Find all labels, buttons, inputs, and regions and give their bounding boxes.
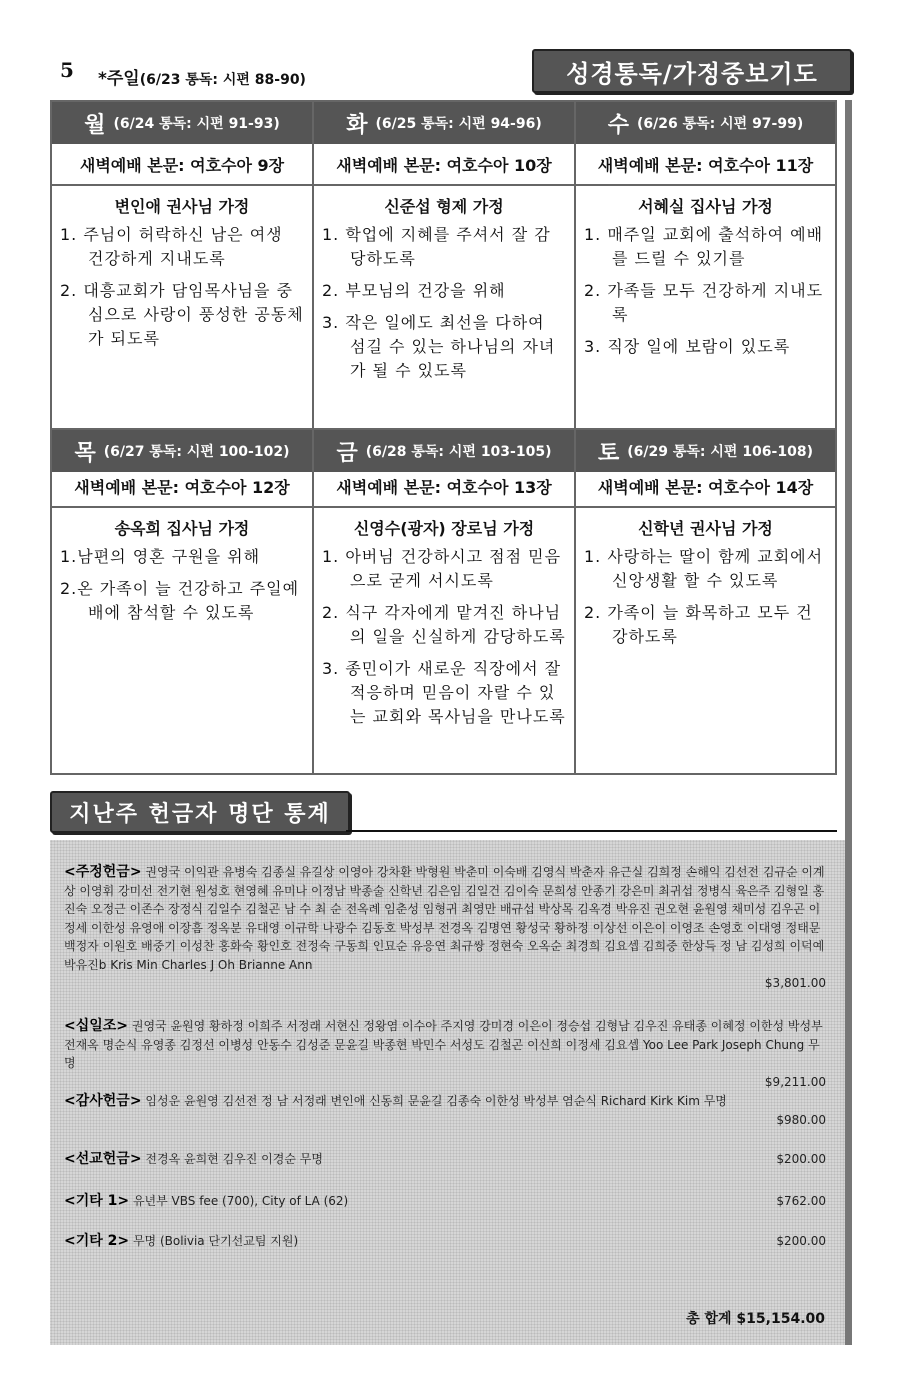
prayer-item: 1. 주님이 허락하신 남은 여생 건강하게 지내도록 xyxy=(60,225,283,268)
prayer-item: 1.남편의 영혼 구원을 위해 xyxy=(60,547,261,566)
dawn-verse: 새벽예배 본문: 여호수아 11장 xyxy=(597,155,814,175)
day-name: 토 xyxy=(598,440,620,466)
prayer-cell xyxy=(52,188,312,359)
prayer-cell xyxy=(52,510,312,633)
offering-section-title: 지난주 헌금자 명단 통계 xyxy=(50,791,350,833)
offering-thanks xyxy=(64,1092,826,1129)
offering-amount: $200.00 xyxy=(776,1234,826,1248)
offering-names: 권영국 이익관 유병숙 김종실 유길상 이영아 강차환 박형원 박춘미 이숙배 김영식 박춘자 유근실 김희정 손해익 김선전 김규순 이계상 이영휘 강미선 전기현 원성호 현영혜 유미나 이정남 박종술 신학년 김은임 김일건 김이숙 문희성 안종기 강은미 최귀섭 정병식 육은주 김형일 홍진숙 오정근 이존수 장정식 김일수 김철곤 남 수 최 순 전옥례 임춘성 임형귀 최영만 배규섭 박상목 김옥경 박유진 권오현 윤원영 채미성 김우곤 이정세 이한성 유영애 이장흠 정옥분 유대영 이규학 나광수 김동호 박성부 전경옥 김명연 황성국 황하정 이상선 이은이 이영조 손영호 이대영 정태문 백정자 이원호 배중기 이성찬 홍화숙 황인호 전정숙 구동희 인묘순 유응연 최규쌍 정현숙 오옥순 최경희 김요셉 김희중 한상득 정 남 김성희 이덕예 박유진b Kris Min Charles J Oh Brianne Ann xyxy=(64,865,825,972)
family-name: 송옥희 집사님 가정 xyxy=(114,519,250,538)
day-name: 목 xyxy=(74,440,96,466)
offering-other-2 xyxy=(64,1232,826,1251)
offering-names: 유년부 VBS fee (700), City of LA (62) xyxy=(132,1194,349,1208)
prayer-item: 2.온 가족이 늘 건강하고 주일예배에 참석할 수 있도록 xyxy=(60,579,300,622)
family-name: 변인애 권사님 가정 xyxy=(114,197,250,216)
offering-names: 무명 (Bolivia 단기선교팀 지원) xyxy=(132,1234,299,1248)
offering-mission xyxy=(64,1150,826,1169)
day-reading: (6/24 통독: 시편 91-93) xyxy=(113,116,280,132)
prayer-item: 1. 아버님 건강하시고 점점 믿음으로 굳게 서시도록 xyxy=(322,547,562,590)
offering-amount: $200.00 xyxy=(776,1152,826,1166)
offering-amount: $762.00 xyxy=(776,1194,826,1208)
prayer-cell xyxy=(314,510,574,737)
offering-amount: $3,801.00 xyxy=(764,976,826,990)
offering-category: <주정헌금> xyxy=(64,864,142,880)
day-reading: (6/28 통독: 시편 103-105) xyxy=(365,444,552,460)
offering-category: <기타 1> xyxy=(64,1193,130,1209)
page-title: 성경통독/가정중보기도 xyxy=(532,49,852,93)
prayer-item: 1. 사랑하는 딸이 함께 교회에서 신앙생활 할 수 있도록 xyxy=(584,547,824,590)
prayer-item: 2. 대흥교회가 담임목사님을 중심으로 사랑이 풍성한 공동체가 되도록 xyxy=(60,281,304,348)
page-edge-shadow xyxy=(845,100,852,1345)
page-number: 5 xyxy=(60,58,74,82)
dawn-verse: 새벽예배 본문: 여호수아 10장 xyxy=(336,155,552,175)
sunday-reading-text: (6/23 통독: 시편 88-90) xyxy=(139,72,306,88)
day-reading: (6/25 통독: 시편 94-96) xyxy=(375,116,542,132)
day-reading: (6/27 통독: 시편 100-102) xyxy=(103,444,290,460)
day-name: 금 xyxy=(336,440,358,466)
offering-category: <감사헌금> xyxy=(64,1093,142,1109)
dawn-verse: 새벽예배 본문: 여호수아 13장 xyxy=(336,477,552,497)
dawn-verse: 새벽예배 본문: 여호수아 9장 xyxy=(79,155,285,175)
day-reading: (6/29 통독: 시편 106-108) xyxy=(627,444,813,460)
prayer-item: 2. 부모님의 건강을 위해 xyxy=(322,281,506,300)
dawn-verse: 새벽예배 본문: 여호수아 14장 xyxy=(597,477,814,497)
offering-category: <기타 2> xyxy=(64,1233,130,1249)
prayer-item: 3. 종민이가 새로운 직장에서 잘 적응하며 믿음이 자랄 수 있는 교회와 목사님을 만나도록 xyxy=(322,659,566,726)
family-name: 신학년 권사님 가정 xyxy=(638,519,773,538)
section-rule xyxy=(346,830,837,832)
offering-main xyxy=(64,863,826,993)
day-header-mon xyxy=(52,102,312,144)
day-header-wed xyxy=(576,102,835,144)
prayer-grid xyxy=(50,100,837,775)
grid-divider xyxy=(52,184,835,186)
offering-amount: $980.00 xyxy=(776,1112,826,1127)
prayer-cell xyxy=(576,188,835,367)
day-header-tue xyxy=(314,102,574,144)
prayer-item: 1. 매주일 교회에 출석하여 예배를 드릴 수 있기를 xyxy=(584,225,824,268)
day-name: 수 xyxy=(607,112,630,138)
dawn-verse: 새벽예배 본문: 여호수아 12장 xyxy=(74,477,290,497)
family-name: 서혜실 집사님 가정 xyxy=(638,197,773,216)
family-name: 신영수(광자) 장로님 가정 xyxy=(353,519,535,538)
offering-category: <선교헌금> xyxy=(64,1151,142,1167)
offering-other-1 xyxy=(64,1192,826,1211)
day-name: 월 xyxy=(84,112,106,138)
prayer-cell xyxy=(576,510,835,657)
prayer-item: 2. 가족들 모두 건강하게 지내도록 xyxy=(584,281,824,324)
offering-names: 전경옥 윤희현 김우진 이경순 무명 xyxy=(145,1152,323,1166)
prayer-cell xyxy=(314,188,574,391)
grid-divider xyxy=(52,506,835,508)
prayer-item: 1. 학업에 지혜를 주셔서 잘 감당하도록 xyxy=(322,225,551,268)
prayer-item: 3. 직장 일에 보람이 있도록 xyxy=(584,337,791,356)
prayer-item: 3. 작은 일에도 최선을 다하여 섬길 수 있는 하나님의 자녀가 될 수 있도록 xyxy=(322,313,556,380)
offering-names: 권영국 윤원영 황하정 이희주 서정래 서현신 정왕염 이수아 주지영 강미경 이은이 정승섭 김형남 김우진 유태종 이혜정 이한성 박성부 전재옥 명순식 유영종 김정선 이병성 안동수 김성준 문윤길 박종현 박민수 서성도 김철곤 이신희 이정세 김요셉 Yoo Lee Park Joseph Chung 무명 xyxy=(64,1019,823,1070)
offering-amount: $9,211.00 xyxy=(764,1074,826,1089)
prayer-item: 2. 식구 각자에게 맡겨진 하나님의 일을 신실하게 감당하도록 xyxy=(322,603,566,646)
sunday-reading xyxy=(98,64,306,89)
offering-total: 총 합계 $15,154.00 xyxy=(686,1311,825,1327)
family-name: 신준섭 형제 가정 xyxy=(384,197,504,216)
offering-names: 임성운 윤원영 김선전 정 남 서정래 변인애 신동희 문윤길 김종숙 이한성 박성부 염순식 Richard Kirk Kim 무명 xyxy=(145,1094,727,1108)
day-reading: (6/26 통독: 시편 97-99) xyxy=(637,116,804,132)
day-name: 화 xyxy=(346,112,368,138)
offering-tithe xyxy=(64,1017,826,1091)
prayer-item: 2. 가족이 늘 화목하고 모두 건강하도록 xyxy=(584,603,813,646)
offering-category: <십일조> xyxy=(64,1018,129,1034)
sunday-label: *주일 xyxy=(98,69,140,89)
